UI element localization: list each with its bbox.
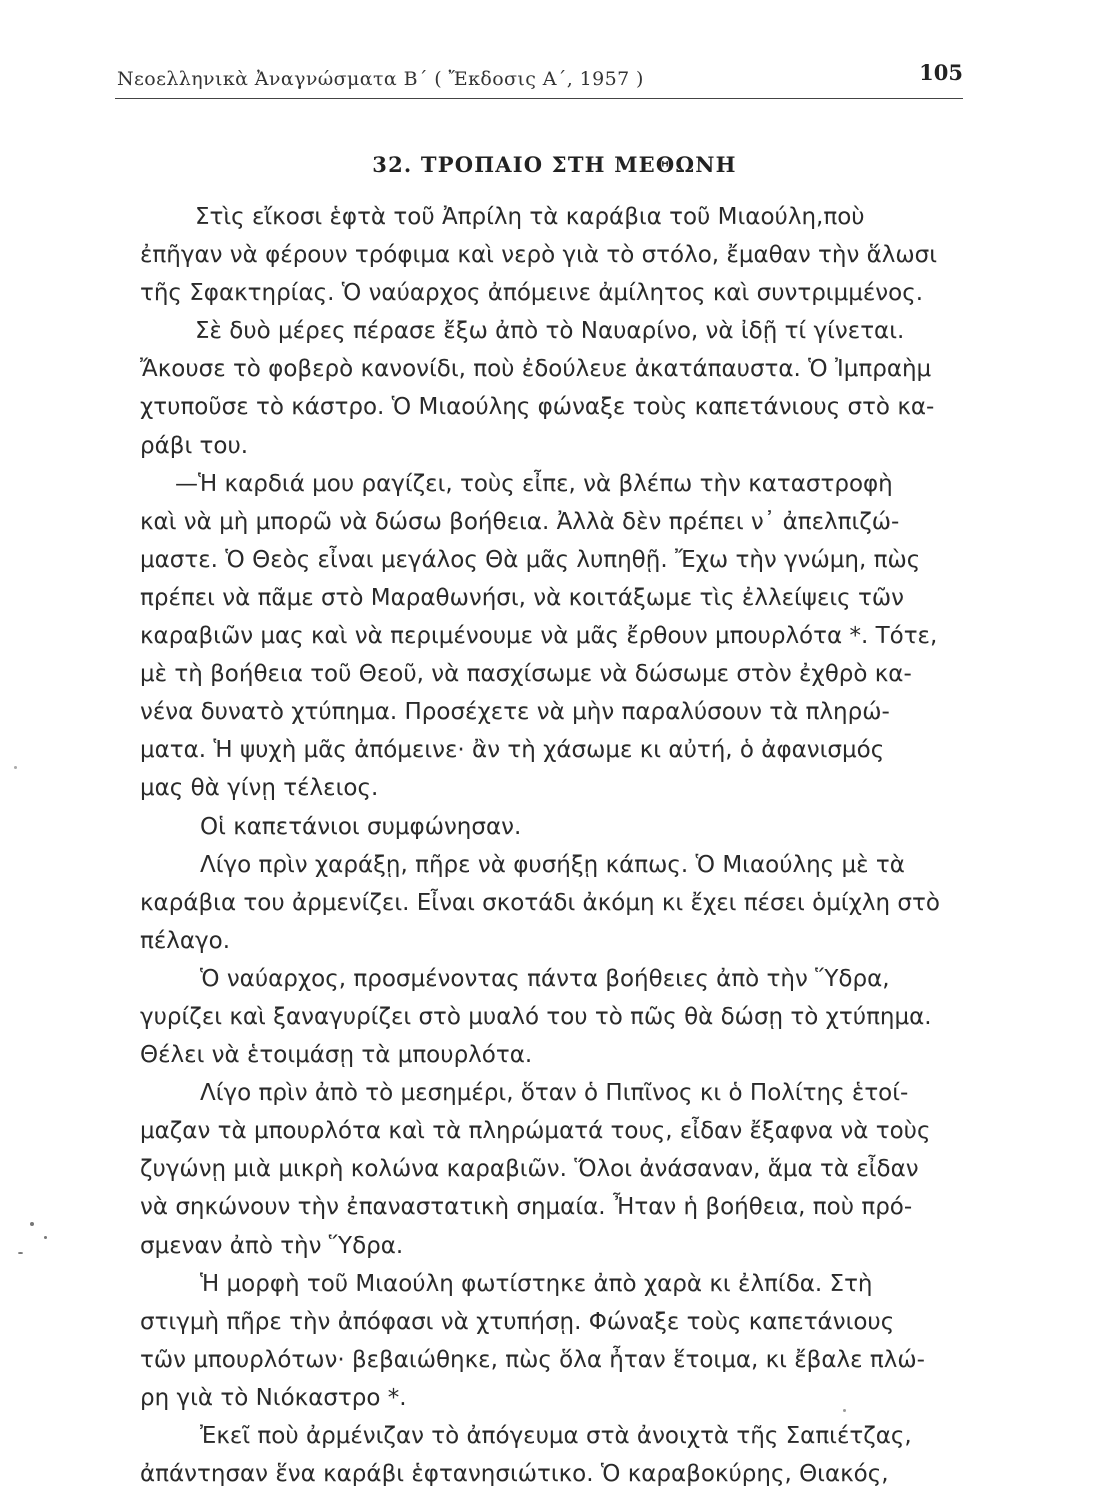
page-number: 105 xyxy=(919,60,963,85)
text-line: τῶν μπουρλότων· βεβαιώθηκε, πὼς ὅλα ἦταν ἕτοιμα, κι ἔβαλε πλώ- xyxy=(140,1346,925,1373)
text-line: Ἡ μορφὴ τοῦ Μιαούλη φωτίστηκε ἀπὸ χαρὰ κι ἐλπίδα. Στὴ xyxy=(200,1270,873,1297)
text-line: καὶ νὰ μὴ μπορῶ νὰ δώσω βοήθεια. Ἀλλὰ δὲν πρέπει ν᾽ ἀπελπιζώ- xyxy=(140,508,900,535)
text-line: πέλαγο. xyxy=(140,927,231,954)
text-line: Στὶς εἴκοσι ἑφτὰ τοῦ Ἀπρίλη τὰ καράβια τοῦ Μιαούλη,ποὺ xyxy=(195,204,865,230)
text-line: πρέπει νὰ πᾶμε στὸ Μαραθωνήσι, νὰ κοιτάξωμε τὶς ἐλλείψεις τῶν xyxy=(140,584,904,611)
running-header xyxy=(115,60,963,99)
text-line: Οἱ καπετάνιοι συμφώνησαν. xyxy=(200,813,522,840)
text-line: Ἄκουσε τὸ φοβερὸ κανονίδι, ποὺ ἐδούλευε ἀκατάπαυστα. Ὁ Ἰμπραὴμ xyxy=(140,356,932,383)
text-line: μαστε. Ὁ Θεὸς εἶναι μεγάλος Θὰ μᾶς λυπηθῇ. Ἔχω τὴν γνώμη, πὼς xyxy=(140,546,921,573)
text-line: —Ἡ καρδιά μου ραγίζει, τοὺς εἶπε, νὰ βλέπω τὴν καταστροφὴ xyxy=(175,470,893,497)
text-line: Ἐκεῖ ποὺ ἀρμένιζαν τὸ ἀπόγευμα στὰ ἀνοιχτὰ τῆς Σαπιέτζας, xyxy=(200,1423,912,1449)
body-text xyxy=(140,198,970,1493)
scan-speck xyxy=(843,1409,846,1412)
scan-speck xyxy=(44,1236,47,1239)
scan-speck xyxy=(14,766,17,769)
text-line: Ὁ ναύαρχος, προσμένοντας πάντα βοήθειες ἀπὸ τὴν Ὕδρα, xyxy=(200,965,890,992)
text-line: Σὲ δυὸ μέρες πέρασε ἔξω ἀπὸ τὸ Ναυαρίνο, νὰ ἰδῇ τί γίνεται. xyxy=(195,318,905,345)
text-line: Λίγο πρὶν ἀπὸ τὸ μεσημέρι, ὅταν ὁ Πιπῖνος κι ὁ Πολίτης ἑτοί- xyxy=(200,1080,909,1107)
text-line: ἐπῆγαν νὰ φέρουν τρόφιμα καὶ νερὸ γιὰ τὸ στόλο, ἔμαθαν τὴν ἅλωσι xyxy=(140,242,937,269)
text-line: τῆς Σφακτηρίας. Ὁ ναύαρχος ἀπόμεινε ἀμίλητος καὶ συντριμμένος. xyxy=(140,280,924,307)
text-line: μαζαν τὰ μπουρλότα καὶ τὰ πληρώματά τους, εἶδαν ἔξαφνα νὰ τοὺς xyxy=(140,1118,931,1145)
text-line: νὰ σηκώνουν τὴν ἐπαναστατικὴ σημαία. Ἦταν ἡ βοήθεια, ποὺ πρό- xyxy=(140,1194,913,1221)
text-line: καράβια του ἀρμενίζει. Εἶναι σκοτάδι ἀκόμη κι ἔχει πέσει ὁμίχλη στὸ xyxy=(140,889,940,916)
text-line: ἀπάντησαν ἕνα καράβι ἑφτανησιώτικο. Ὁ καραβοκύρης, Θιακός, xyxy=(140,1461,889,1488)
text-line: καραβιῶν μας καὶ νὰ περιμένουμε νὰ μᾶς ἔρθουν μπουρλότα *. Τότε, xyxy=(140,623,938,650)
text-line: χτυποῦσε τὸ κάστρο. Ὁ Μιαούλης φώναξε τοὺς καπετάνιους στὸ κα- xyxy=(140,394,935,421)
text-line: ράβι του. xyxy=(140,432,249,459)
text-line: Λίγο πρὶν χαράξῃ, πῆρε νὰ φυσήξῃ κάπως. Ὁ Μιαούλης μὲ τὰ xyxy=(200,851,905,878)
chapter-title: 32. ΤΡΟΠΑΙΟ ΣΤΗ ΜΕΘΩΝΗ xyxy=(372,152,737,177)
running-title: Νεοελληνικὰ Ἀναγνώσματα Β΄ ( Ἔκδοσις Α΄, 1957 ) xyxy=(117,68,644,90)
text-line: στιγμὴ πῆρε τὴν ἀπόφασι νὰ χτυπήσῃ. Φώναξε τοὺς καπετάνιους xyxy=(140,1308,895,1335)
text-line: ρη γιὰ τὸ Νιόκαστρο *. xyxy=(140,1384,407,1411)
text-line: μας θὰ γίνῃ τέλειος. xyxy=(140,775,379,802)
text-line: σμεναν ἀπὸ τὴν Ὕδρα. xyxy=(140,1232,404,1259)
text-line: νένα δυνατὸ χτύπημα. Προσέχετε νὰ μὴν παραλύσουν τὰ πληρώ- xyxy=(140,699,890,726)
text-line: γυρίζει καὶ ξαναγυρίζει στὸ μυαλό του τὸ πῶς θὰ δώσῃ τὸ χτύπημα. xyxy=(140,1003,932,1030)
text-line: ματα. Ἡ ψυχὴ μᾶς ἀπόμεινε· ἂν τὴ χάσωμε κι αὐτή, ὁ ἀφανισμός xyxy=(140,737,885,764)
scan-speck xyxy=(18,1252,23,1254)
scan-speck xyxy=(30,1222,34,1226)
text-line: ζυγώνῃ μιὰ μικρὴ κολώνα καραβιῶν. Ὅλοι ἀνάσαναν, ἅμα τὰ εἶδαν xyxy=(140,1156,919,1183)
text-line: Θέλει νὰ ἑτοιμάσῃ τὰ μπουρλότα. xyxy=(140,1042,533,1069)
text-line: μὲ τὴ βοήθεια τοῦ Θεοῦ, νὰ πασχίσωμε νὰ δώσωμε στὸν ἐχθρὸ κα- xyxy=(140,661,912,688)
